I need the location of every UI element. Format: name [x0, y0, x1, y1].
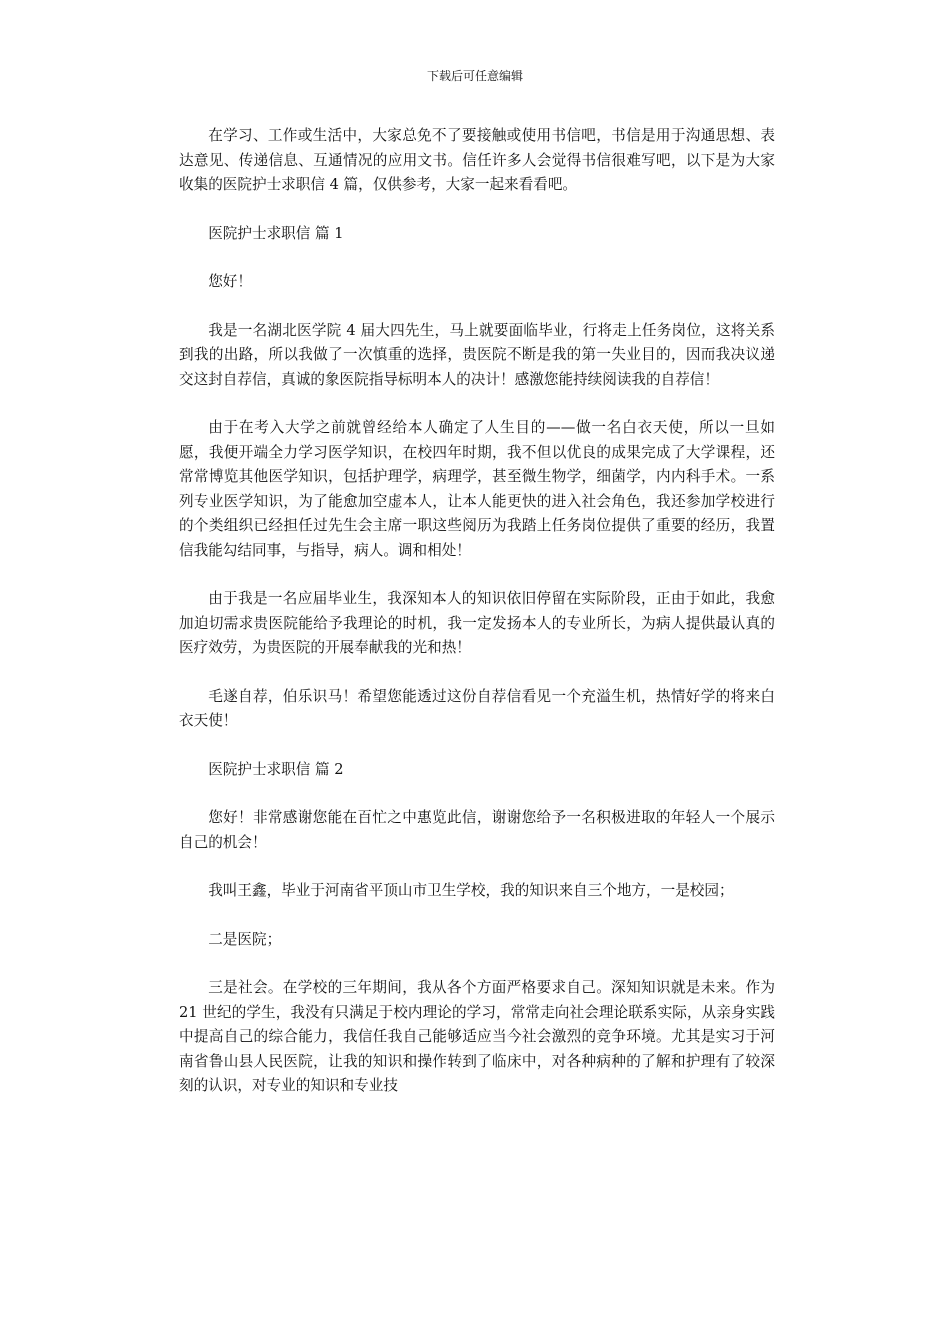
body-paragraph: 二是医院；: [208, 930, 282, 948]
page-header: 下载后可任意编辑: [426, 69, 523, 83]
body-paragraph: 我叫王鑫，毕业于河南省平顶山市卫生学校，我的知识来自三个地方，一是校园；: [208, 882, 734, 899]
salutation: 您好！非常感谢您能在百忙之中惠览此信，谢谢您给予一名积极进取的年轻人一个展示自己的机会！: [179, 809, 775, 851]
body-paragraph: 毛遂自荐，伯乐识马！希望您能透过这份自荐信看见一个充溢生机，热情好学的将来白衣天使！: [179, 687, 775, 729]
intro-paragraph: 在学习、工作或生活中，大家总免不了要接触或使用书信吧，书信是用于沟通思想、表达意见、传递信息、互通情况的应用文书。信任许多人会觉得书信很难写吧，以下是为大家收集的医院护士求职信 4 篇，仅供参考，大家一起来看看吧。: [179, 127, 775, 193]
salutation: 您好！: [208, 273, 252, 290]
body-paragraph: 我是一名湖北医学院 4 届大四先生，马上就要面临毕业，行将走上任务岗位，这将关系到我的出路，所以我做了一次慎重的选择，贵医院不断是我的第一失业目的，因而我决议递交这封自荐信，真诚的象医院指导标明本人的决计！感激您能持续阅读我的自荐信！: [179, 321, 775, 388]
section-heading: 医院护士求职信 篇 2: [208, 760, 344, 778]
section-heading: 医院护士求职信 篇 1: [208, 224, 344, 242]
body-paragraph: 由于在考入大学之前就曾经给本人确定了人生目的——做一名白衣天使，所以一旦如愿，我便开端全力学习医学知识，在校四年时期，我不但以优良的成果完成了大学课程，还常常博览其他医学知识，包括护理学，病理学，甚至微生物学，细菌学，内内科手术。一系列专业医学知识，为了能愈加空虚本人，让本人能更快的进入社会角色，我还参加学校进行的个类组织已经担任过先生会主席一职这些阅历为我踏上任务岗位提供了重要的经历，我置信我能勾结同事，与指导，病人。调和相处！: [179, 419, 775, 559]
document-body: [179, 124, 775, 1123]
body-paragraph: 三是社会。在学校的三年期间，我从各个方面严格要求自己。深知知识就是未来。作为 21 世纪的学生，我没有只满足于校内理论的学习，常常走向社会理论联系实际，从亲身实践中提高自己的综合能力，我信任我自己能够适应当今社会激烈的竞争环境。尤其是实习于河南省鲁山县人民医院，让我的知识和操作转到了临床中，对各种病种的了解和护理有了较深刻的认识，对专业的知识和专业技: [179, 979, 775, 1094]
body-paragraph: 由于我是一名应届毕业生，我深知本人的知识依旧停留在实际阶段，正由于如此，我愈加迫切需求贵医院能给予我理论的时机，我一定发扬本人的专业所长，为病人提供最认真的医疗效劳，为贵医院的开展奉献我的光和热！: [179, 590, 775, 656]
